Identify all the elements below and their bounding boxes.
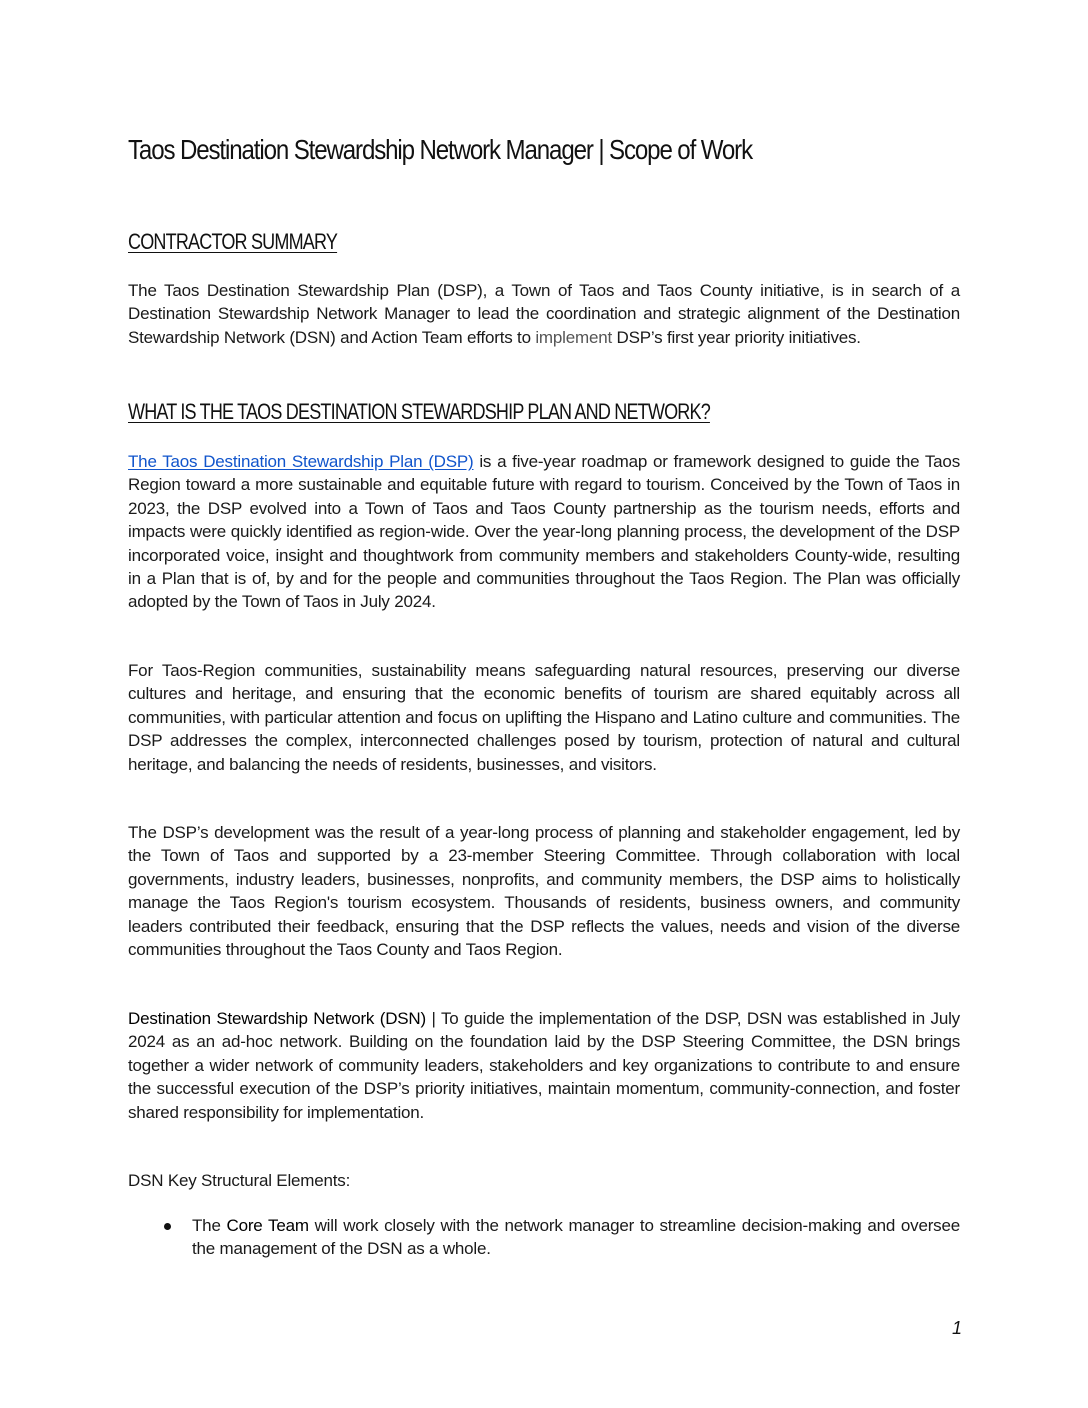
- dsp-plan-link[interactable]: The Taos Destination Stewardship Plan (DSP): [128, 452, 474, 471]
- bullet-emphasis: Core Team: [226, 1216, 309, 1235]
- bullet-text: will work closely with the network manager to streamline decision-making and oversee the management of the DSN as a whole.: [192, 1216, 960, 1259]
- page-number: 1: [952, 1318, 963, 1338]
- bullet-icon: [164, 1223, 171, 1230]
- heading-what-is-dsp: WHAT IS THE TAOS DESTINATION STEWARDSHIP PLAN AND NETWORK?: [128, 399, 710, 424]
- document-title: Taos Destination Stewardship Network Manager | Scope of Work: [128, 134, 753, 165]
- key-elements-list: [128, 1214, 960, 1261]
- dsp-intro-text: is a five-year roadmap or framework designed to guide the Taos Region toward a more sustainable and equitable future with regard to tourism. Conceived by the Town of Taos in 2023, the DSP evolved into a Town of Taos and Taos County partnership as the tourism needs, efforts and impacts were quickly identified as region-wide. Over the year-long planning process, the development of the DSP incorporated voice, insight and thoughtwork from community members and stakeholders County-wide, resulting in a Plan that is of, by and for the people and communities throughout the Taos Region. The Plan was officially adopted by the Town of Taos in July 2024.: [128, 452, 960, 612]
- summary-text-after: DSP’s first year priority initiatives.: [611, 327, 861, 347]
- heading-contractor-summary: CONTRACTOR SUMMARY: [128, 229, 338, 254]
- dsn-lead-term: Destination Stewardship Network (DSN): [128, 1009, 426, 1028]
- summary-text-before: The Taos Destination Stewardship Plan (DSP), a Town of Taos and Taos County initiative, is in search of a Destination Stewardship Network Manager to lead the coordination and strategic alignment of the Destination Stewardship Network (DSN) and Action Team efforts to: [128, 281, 960, 347]
- key-elements-label: DSN Key Structural Elements:: [128, 1171, 351, 1190]
- list-item: [128, 1214, 960, 1261]
- dsn-text: | To guide the implementation of the DSP, DSN was established in July 2024 as an ad-hoc network. Building on the foundation laid by the DSP Steering Committee, the DSN brings together a wider network of community leaders, stakeholders and key organizations to contribute to and ensure the successful execution of the DSP’s priority initiatives, maintain momentum, community-connection, and foster shared responsibility for implementation.: [128, 1009, 960, 1122]
- dsp-intro-paragraph: [128, 450, 960, 614]
- sustainability-paragraph: For Taos-Region communities, sustainability means safeguarding natural resources, preserving our diverse cultures and heritage, and ensuring that the economic benefits of tourism are shared equitably across all communities, with particular attention and focus on uplifting the Hispano and Latino culture and communities. The DSP addresses the complex, interconnected challenges posed by tourism, protection of natural and cultural heritage, and balancing the needs of residents, businesses, and visitors.: [128, 661, 960, 774]
- dsn-paragraph: [128, 1007, 960, 1124]
- bullet-prefix: The: [192, 1216, 227, 1235]
- contractor-summary-paragraph: [128, 279, 960, 349]
- summary-muted-word: implement: [535, 327, 612, 347]
- development-paragraph: The DSP’s development was the result of a year-long process of planning and stakeholder engagement, led by the Town of Taos and supported by a 23-member Steering Committee. Through collaboration with local governments, industry leaders, businesses, nonprofits, and community members, the DSP aims to holistically manage the Taos Region's tourism ecosystem. Thousands of residents, business owners, and community leaders contributed their feedback, ensuring that the DSP reflects the values, needs and vision of the diverse communities throughout the Taos County and Taos Region.: [128, 823, 960, 960]
